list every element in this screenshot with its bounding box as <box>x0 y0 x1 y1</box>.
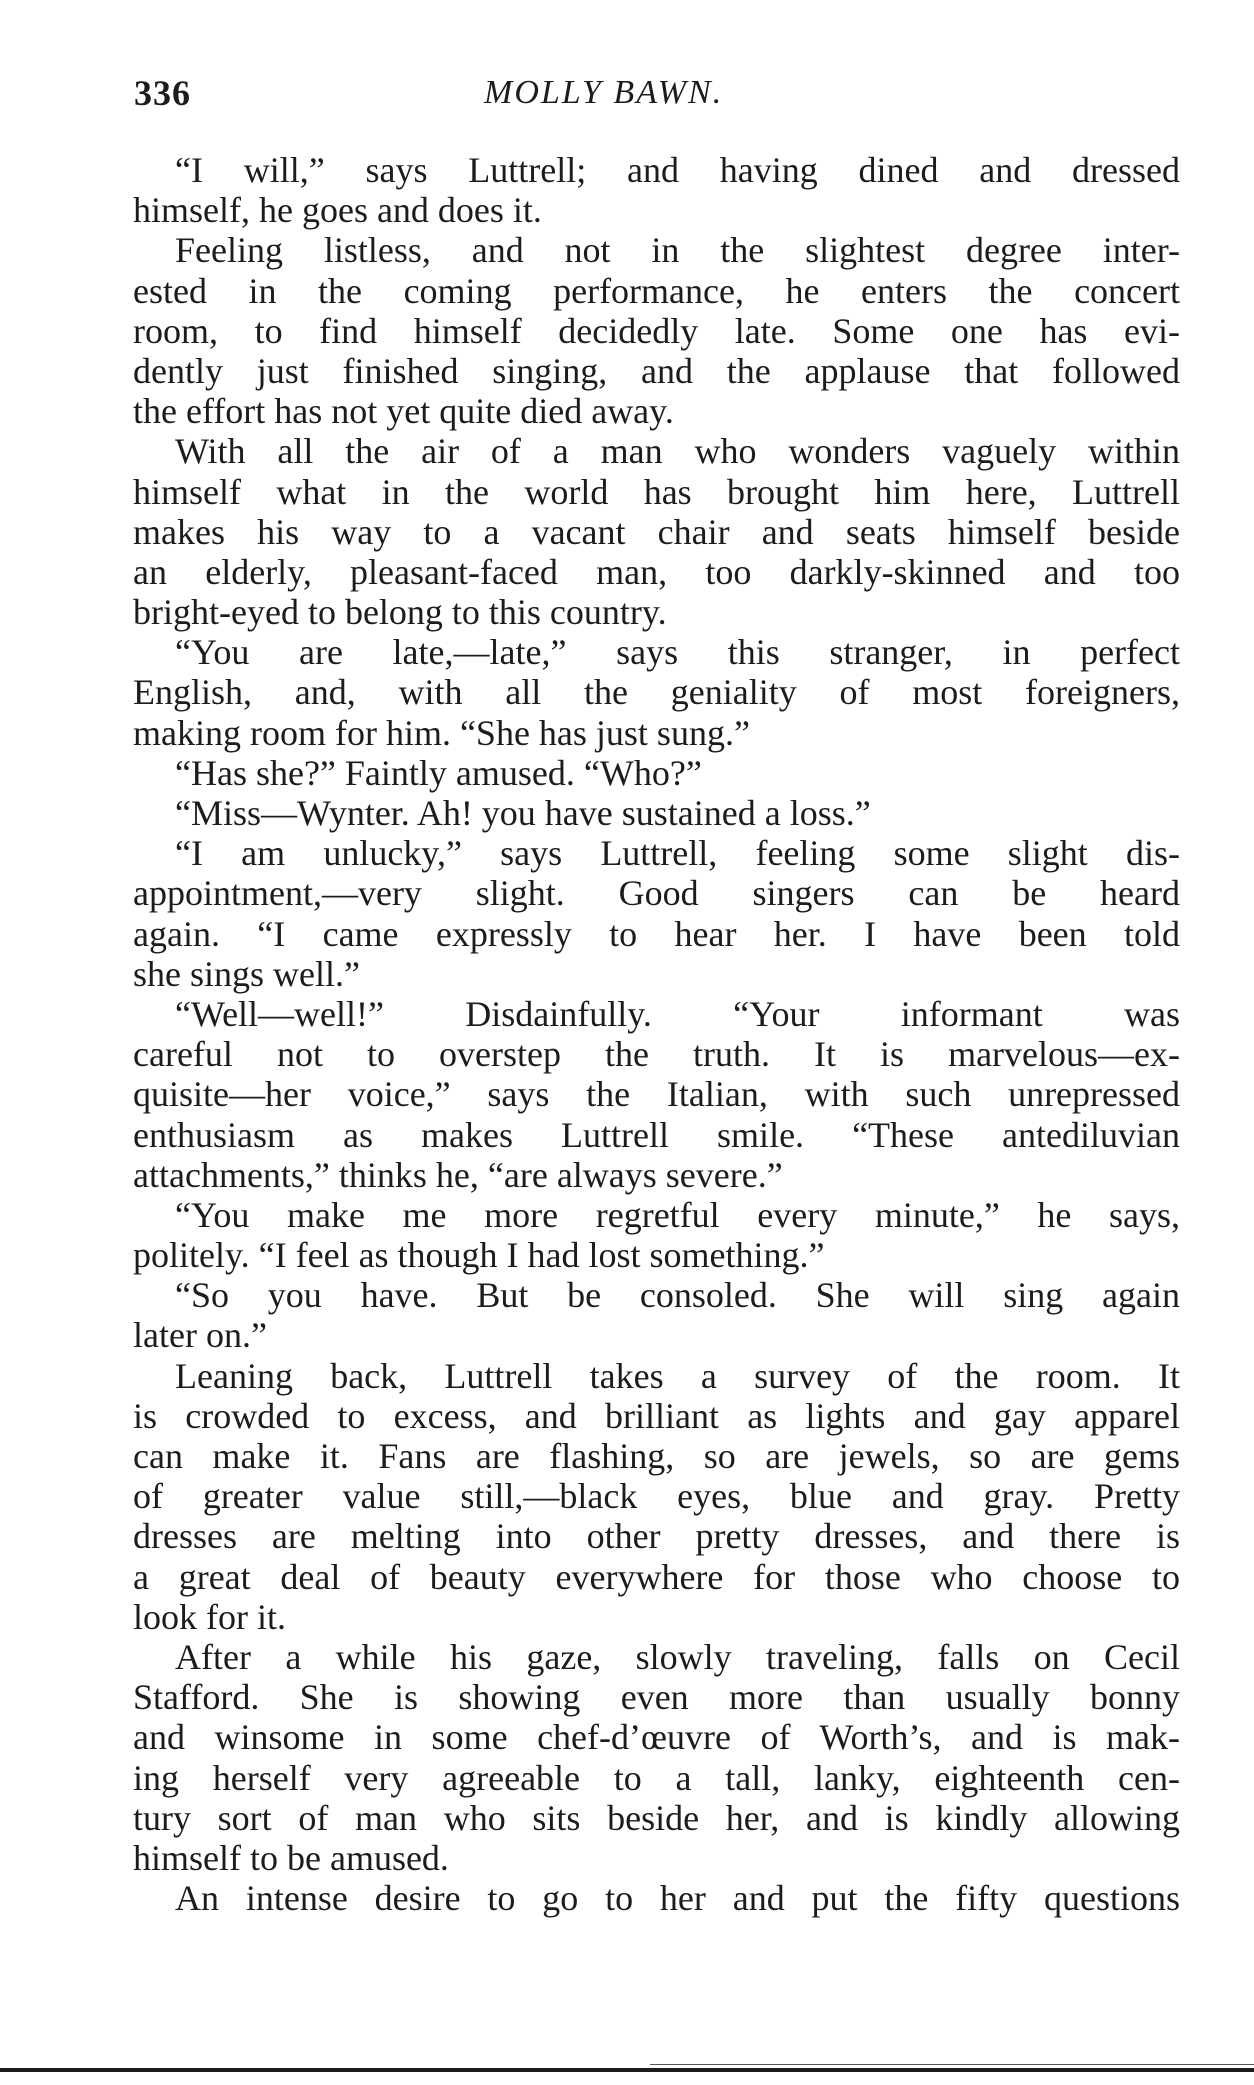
text-line: the effort has not yet quite died away. <box>133 391 674 432</box>
text-line: enthusiasm as makes Luttrell smile. “These antediluvian <box>133 1114 1180 1155</box>
text-line: himself what in the world has brought him here, Luttrell <box>133 471 1180 512</box>
text-line: ested in the coming performance, he enters the concert <box>133 270 1180 311</box>
text-line: Leaning back, Luttrell takes a survey of the room. It <box>175 1355 1180 1396</box>
body-text <box>133 150 1180 1918</box>
text-line: attachments,” thinks he, “are always severe.” <box>133 1154 783 1195</box>
text-line: politely. “I feel as though I had lost something.” <box>133 1235 825 1276</box>
text-line: bright-eyed to belong to this country. <box>133 592 667 633</box>
text-line: “Has she?” Faintly amused. “Who?” <box>175 752 702 793</box>
text-line: “You make me more regretful every minute,” he says, <box>175 1194 1180 1235</box>
text-line: Stafford. She is showing even more than usually bonny <box>133 1677 1180 1718</box>
text-line: himself, he goes and does it. <box>133 190 542 231</box>
page-header <box>134 72 1180 118</box>
text-line: later on.” <box>133 1315 267 1356</box>
text-line: look for it. <box>133 1596 286 1637</box>
text-line: “You are late,—late,” says this stranger, in perfect <box>175 632 1180 673</box>
text-line: quisite—her voice,” says the Italian, with such unrepressed <box>133 1074 1180 1115</box>
page-number: 336 <box>134 73 191 113</box>
text-line: tury sort of man who sits beside her, and is kindly allowing <box>133 1797 1180 1838</box>
text-line: Feeling listless, and not in the slightest degree inter- <box>175 230 1180 271</box>
text-line: is crowded to excess, and brilliant as lights and gay apparel <box>133 1395 1180 1436</box>
text-line: makes his way to a vacant chair and seats himself beside <box>133 511 1180 552</box>
text-line: room, to find himself decidedly late. Some one has evi- <box>133 310 1180 351</box>
text-line: again. “I came expressly to hear her. I have been told <box>133 913 1180 954</box>
text-line: an elderly, pleasant-faced man, too darkly-skinned and too <box>133 551 1180 592</box>
text-line: of greater value still,—black eyes, blue and gray. Pretty <box>133 1476 1180 1517</box>
bottom-edge-line <box>650 2064 1254 2065</box>
text-line: careful not to overstep the truth. It is marvelous—ex- <box>133 1034 1180 1075</box>
running-title: MOLLY BAWN. <box>484 74 724 111</box>
text-line: After a while his gaze, slowly traveling, falls on Cecil <box>175 1636 1180 1677</box>
text-line: An intense desire to go to her and put the fifty questions <box>175 1878 1180 1919</box>
text-line: making room for him. “She has just sung.” <box>133 712 750 753</box>
text-line: she sings well.” <box>133 953 360 994</box>
text-line: With all the air of a man who wonders vaguely within <box>175 431 1180 472</box>
text-line: “I will,” says Luttrell; and having dined and dressed <box>175 150 1180 190</box>
text-line: “Miss—Wynter. Ah! you have sustained a loss.” <box>175 793 871 833</box>
text-line: can make it. Fans are flashing, so are jewels, so are gems <box>133 1436 1180 1476</box>
text-line: “Well—well!” Disdainfully. “Your informant was <box>175 993 1180 1034</box>
text-line: “I am unlucky,” says Luttrell, feeling some slight dis- <box>175 833 1180 874</box>
text-line: ing herself very agreeable to a tall, lanky, eighteenth cen- <box>133 1757 1180 1798</box>
text-line: dently just finished singing, and the applause that followed <box>133 350 1180 391</box>
text-line: himself to be amused. <box>133 1837 449 1878</box>
text-line: appointment,—very slight. Good singers can be heard <box>133 873 1180 914</box>
text-line: and winsome in some chef-d’œuvre of Worth’s, and is mak- <box>133 1717 1180 1758</box>
text-line: a great deal of beauty everywhere for those who choose to <box>133 1556 1180 1597</box>
text-line: English, and, with all the geniality of most foreigners, <box>133 672 1180 713</box>
text-line: dresses are melting into other pretty dresses, and there is <box>133 1516 1180 1557</box>
bottom-edge-rule <box>0 2068 1254 2072</box>
text-line: “So you have. But be consoled. She will sing again <box>175 1275 1180 1316</box>
